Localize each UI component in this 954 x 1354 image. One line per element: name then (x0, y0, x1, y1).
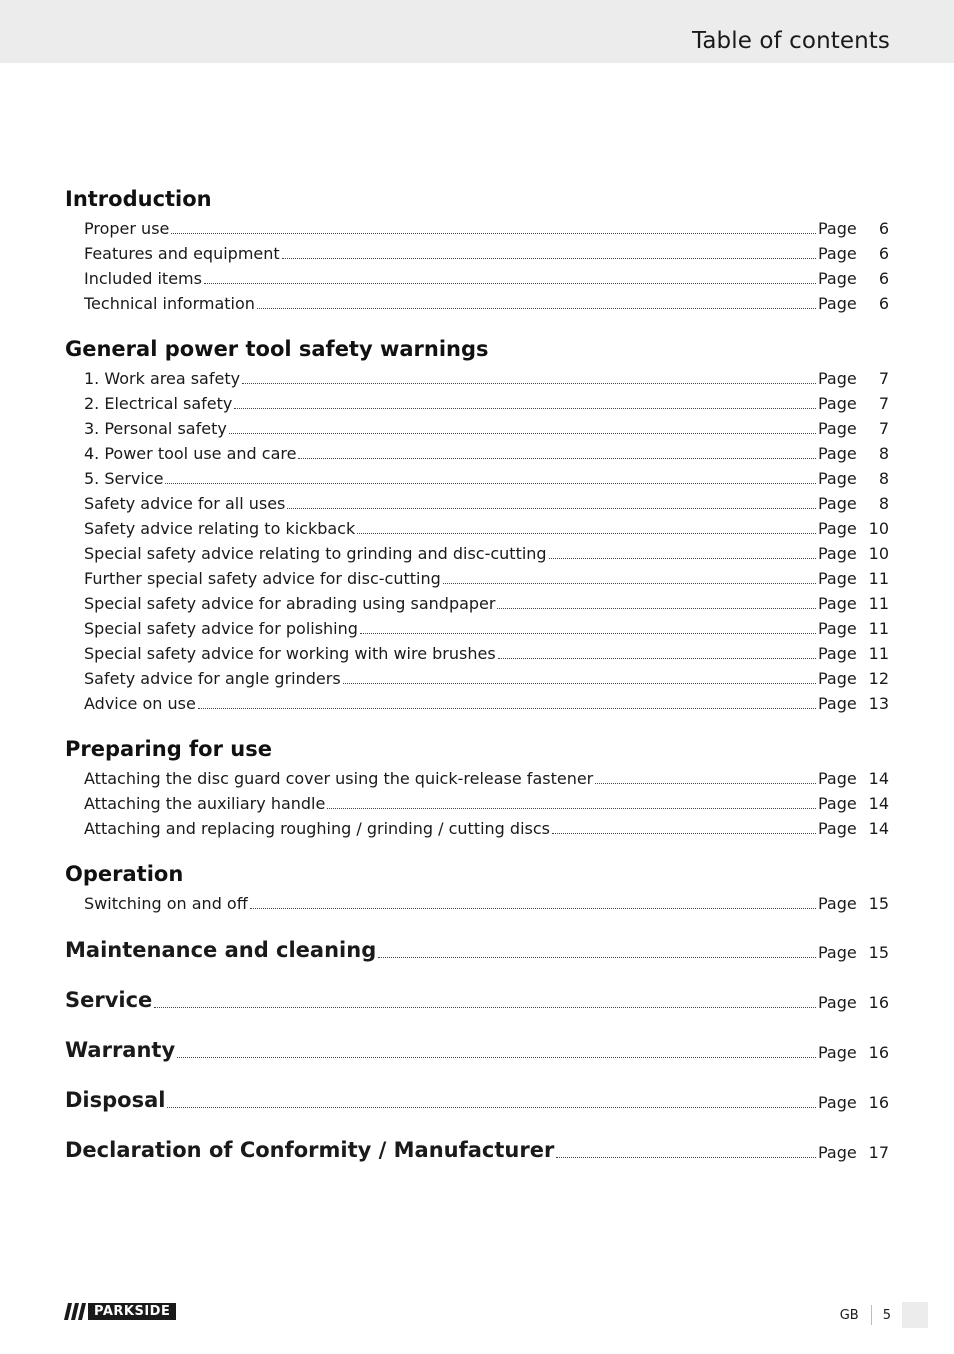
section-heading-text: Preparing for use (65, 737, 272, 761)
entry-page-number: 12 (868, 669, 889, 688)
entry-page-number: 7 (878, 369, 889, 388)
entry-label: 4. Power tool use and care (84, 444, 297, 463)
entry-label: Attaching the disc guard cover using the quick-release fastener (84, 769, 594, 788)
toc-entry (65, 291, 889, 316)
entry-label: Special safety advice for working with wire brushes (84, 644, 496, 663)
page-word: Page (818, 519, 857, 538)
toc-entry (65, 266, 889, 291)
page-word: Page (818, 569, 857, 588)
entry-label: Disposal (65, 1088, 166, 1112)
entry-page-number: 7 (878, 394, 889, 413)
entry-page-number: 7 (878, 419, 889, 438)
entry-label: Attaching and replacing roughing / grinding / cutting discs (84, 819, 550, 838)
dot-leader (282, 258, 816, 259)
brand-name: PARKSIDE (88, 1303, 176, 1320)
dot-leader (242, 383, 816, 384)
toc-entry (65, 241, 889, 266)
dot-leader (171, 233, 816, 234)
entry-page-number: 8 (878, 494, 889, 513)
toc-entry (65, 366, 889, 391)
entry-label: Technical information (84, 294, 255, 313)
dot-leader (378, 957, 816, 958)
toc-entry (65, 541, 889, 566)
page-word: Page (818, 769, 857, 788)
section-heading (65, 730, 889, 766)
dot-leader (552, 833, 816, 834)
section-heading (65, 180, 889, 216)
page-word: Page (818, 444, 857, 463)
entry-label: 1. Work area safety (84, 369, 241, 388)
page-word: Page (818, 269, 857, 288)
entry-page-number: 6 (878, 219, 889, 238)
entry-page-number: 8 (878, 444, 889, 463)
entry-page-number: 14 (868, 769, 889, 788)
page-word: Page (818, 244, 857, 263)
entry-label: Warranty (65, 1038, 176, 1062)
entry-page-number: 16 (868, 1093, 889, 1112)
entry-page-number: 6 (878, 244, 889, 263)
toc-entry (65, 566, 889, 591)
toc-entry (65, 691, 889, 716)
dot-leader (443, 583, 816, 584)
footer-divider (871, 1305, 872, 1325)
table-of-contents (65, 180, 889, 1166)
page-word: Page (818, 594, 857, 613)
dot-leader (595, 783, 816, 784)
page-word: Page (818, 694, 857, 713)
toc-standalone-entry (65, 966, 889, 1016)
toc-entry (65, 466, 889, 491)
entry-label: Service (65, 988, 153, 1012)
entry-label: 5. Service (84, 469, 164, 488)
toc-entry (65, 641, 889, 666)
entry-label: Attaching the auxiliary handle (84, 794, 326, 813)
entry-label: Safety advice for all uses (84, 494, 286, 513)
page-word: Page (818, 993, 857, 1012)
page-word: Page (818, 294, 857, 313)
entry-page-number: 13 (868, 694, 889, 713)
entry-page-number: 15 (868, 943, 889, 962)
entry-page-number: 10 (868, 519, 889, 538)
page-number: 5 (882, 1307, 891, 1323)
entry-label: Switching on and off (84, 894, 248, 913)
page-word: Page (818, 894, 857, 913)
toc-entry (65, 516, 889, 541)
dot-leader (343, 683, 816, 684)
entry-page-number: 16 (868, 1043, 889, 1062)
page-word: Page (818, 794, 857, 813)
section-heading (65, 330, 889, 366)
section-gap (65, 841, 889, 855)
brand-logo (64, 1303, 176, 1320)
page-word: Page (818, 544, 857, 563)
entry-page-number: 6 (878, 269, 889, 288)
section-heading (65, 855, 889, 891)
entry-page-number: 16 (868, 993, 889, 1012)
entry-label: 3. Personal safety (84, 419, 227, 438)
section-entries (65, 366, 889, 716)
section-heading-text: Introduction (65, 187, 212, 211)
toc-standalone-entry (65, 1116, 889, 1166)
dot-leader (167, 1107, 816, 1108)
page-word: Page (818, 819, 857, 838)
page-word: Page (818, 394, 857, 413)
entry-label: Special safety advice relating to grinding and disc-cutting (84, 544, 547, 563)
dot-leader (287, 508, 816, 509)
dot-leader (257, 308, 816, 309)
entry-label: Special safety advice for polishing (84, 619, 358, 638)
section-heading-text: General power tool safety warnings (65, 337, 489, 361)
entry-page-number: 14 (868, 819, 889, 838)
toc-standalone-entry (65, 1066, 889, 1116)
toc-entry (65, 666, 889, 691)
toc-standalone-entry (65, 916, 889, 966)
page-word: Page (818, 943, 857, 962)
dot-leader (177, 1057, 816, 1058)
section-entries (65, 216, 889, 316)
dot-leader (360, 633, 816, 634)
entry-label: 2. Electrical safety (84, 394, 233, 413)
entry-page-number: 11 (868, 594, 889, 613)
dot-leader (234, 408, 816, 409)
entry-label: Advice on use (84, 694, 196, 713)
dot-leader (165, 483, 816, 484)
entry-label: Safety advice relating to kickback (84, 519, 356, 538)
section-gap (65, 316, 889, 330)
dot-leader (327, 808, 816, 809)
page-word: Page (818, 619, 857, 638)
toc-entry (65, 791, 889, 816)
dot-leader (556, 1157, 816, 1158)
section-gap (65, 716, 889, 730)
page-word: Page (818, 1043, 857, 1062)
page-word: Page (818, 469, 857, 488)
entry-page-number: 11 (868, 619, 889, 638)
entry-page-number: 11 (868, 569, 889, 588)
dot-leader (298, 458, 816, 459)
page-title: Table of contents (691, 28, 890, 54)
dot-leader (154, 1007, 816, 1008)
entry-label: Maintenance and cleaning (65, 938, 377, 962)
toc-entry (65, 766, 889, 791)
page-word: Page (818, 369, 857, 388)
footer-marker-box (902, 1302, 928, 1328)
toc-entry (65, 416, 889, 441)
section-entries (65, 766, 889, 841)
entry-page-number: 6 (878, 294, 889, 313)
dot-leader (204, 283, 816, 284)
entry-label: Included items (84, 269, 202, 288)
page-word: Page (818, 1143, 857, 1162)
entry-page-number: 14 (868, 794, 889, 813)
section-entries (65, 891, 889, 916)
page-word: Page (818, 494, 857, 513)
toc-entry (65, 816, 889, 841)
dot-leader (497, 608, 816, 609)
page-word: Page (818, 1093, 857, 1112)
language-code: GB (839, 1307, 859, 1323)
footer-info (840, 1302, 928, 1328)
dot-leader (229, 433, 816, 434)
entry-label: Features and equipment (84, 244, 280, 263)
entry-label: Further special safety advice for disc-cutting (84, 569, 441, 588)
page-word: Page (818, 644, 857, 663)
page-word: Page (818, 219, 857, 238)
entry-label: Special safety advice for abrading using sandpaper (84, 594, 496, 613)
toc-entry (65, 441, 889, 466)
dot-leader (498, 658, 816, 659)
page-word: Page (818, 419, 857, 438)
entry-label: Proper use (84, 219, 170, 238)
toc-standalone-entry (65, 1016, 889, 1066)
entry-page-number: 8 (878, 469, 889, 488)
entry-label: Declaration of Conformity / Manufacturer (65, 1138, 555, 1162)
entry-page-number: 17 (868, 1143, 889, 1162)
toc-entry (65, 216, 889, 241)
dot-leader (549, 558, 816, 559)
toc-entry (65, 616, 889, 641)
entry-page-number: 11 (868, 644, 889, 663)
page-word: Page (818, 669, 857, 688)
entry-label: Safety advice for angle grinders (84, 669, 341, 688)
entry-page-number: 10 (868, 544, 889, 563)
toc-entry (65, 891, 889, 916)
logo-stripes-icon (64, 1303, 86, 1320)
dot-leader (198, 708, 816, 709)
toc-entry (65, 591, 889, 616)
section-heading-text: Operation (65, 862, 184, 886)
dot-leader (357, 533, 816, 534)
toc-entry (65, 491, 889, 516)
dot-leader (250, 908, 816, 909)
toc-entry (65, 391, 889, 416)
entry-page-number: 15 (868, 894, 889, 913)
